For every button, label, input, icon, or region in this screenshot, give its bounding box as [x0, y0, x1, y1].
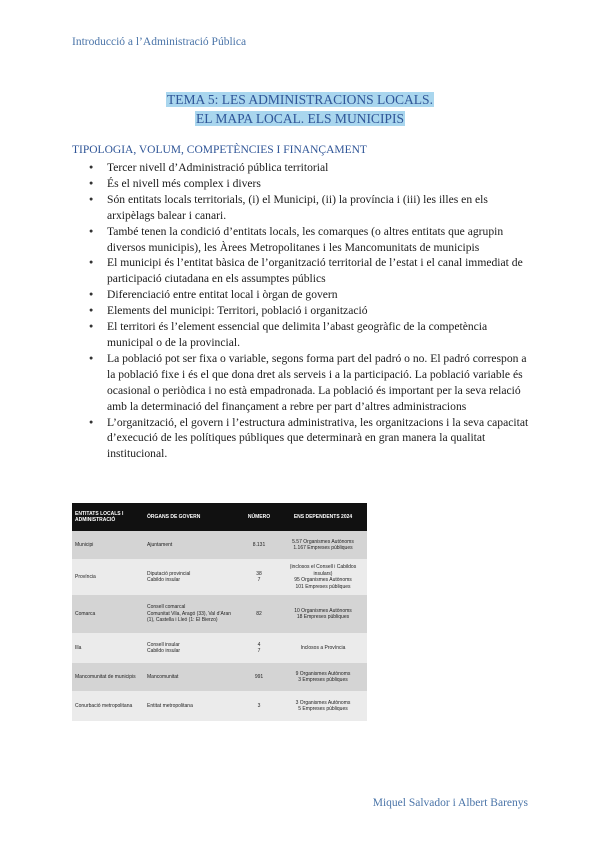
cell-organ: Consell insular Cabildo insular — [144, 633, 239, 663]
table-row — [72, 663, 367, 691]
cell-entity: Municipi — [72, 531, 144, 559]
cell-entity: Conurbació metropolitana — [72, 691, 144, 721]
table-row — [72, 691, 367, 721]
cell-organ: Consell comarcal Comunitat Vila, Aragó (33), Val d’Aran (1), Castella i Lleó (1: El Bierzo) — [144, 595, 239, 633]
table-row — [72, 559, 367, 595]
list-item: ● És el nivell més complex i divers — [72, 176, 532, 192]
cell-entity: Mancomunitat de municipis — [72, 663, 144, 691]
list-item: ● El municipi és l’entitat bàsica de l’organització territorial de l’estat i el canal immediat de participació ciutadana en els assumptes públics — [72, 255, 532, 287]
table-row — [72, 633, 367, 663]
list-item: ● La població pot ser fixa o variable, segons forma part del padró o no. El padró correspon a la població fixe i és el que dona dret als serveis i a la participació. La població variable és ocasional o periòdica i no està empadronada. La població és important per la seva relació amb la determinació del finançament a rebre per part d’altres administracions — [72, 351, 532, 415]
title-line-2: EL MAPA LOCAL. ELS MUNICIPIS — [196, 111, 404, 126]
cell-number: 3 — [239, 691, 279, 721]
column-header-organ: ÒRGANS DE GOVERN — [144, 503, 239, 531]
cell-entity: Illa — [72, 633, 144, 663]
page-header: Introducció a l’Administració Pública — [72, 36, 247, 48]
list-item: ● Tercer nivell d’Administració pública territorial — [72, 160, 532, 176]
cell-number: 4 7 — [239, 633, 279, 663]
section-heading: TIPOLOGIA, VOLUM, COMPETÈNCIES I FINANÇAMENT — [72, 144, 367, 156]
cell-dependents: Inclosos a Província — [279, 633, 367, 663]
bullet-list — [72, 160, 532, 462]
list-item: ● Elements del municipi: Territori, població i organització — [72, 303, 532, 319]
list-item: ● També tenen la condició d’entitats locals, les comarques (o altres entitats que agrupin diversos municipis), les Àrees Metropolitanes i les Mancomunitats de municipis — [72, 224, 532, 256]
cell-entity: Província — [72, 559, 144, 595]
cell-number: 38 7 — [239, 559, 279, 595]
list-item: ● L’organització, el govern i l’estructura administrativa, les organitzacions i la seva capacitat d’execució de les polítiques públiques que determinarà en gran manera la qualitat institucional. — [72, 415, 532, 463]
table-row — [72, 595, 367, 633]
list-item: ● Diferenciació entre entitat local i òrgan de govern — [72, 287, 532, 303]
cell-number: 8.131 — [239, 531, 279, 559]
column-header-number: NÚMERO — [239, 503, 279, 531]
cell-number: 991 — [239, 663, 279, 691]
document-title — [0, 90, 600, 128]
cell-dependents: 9 Organismes Autònoms 3 Empreses públiques — [279, 663, 367, 691]
table-header-row — [72, 503, 367, 531]
cell-organ: Diputació provincial Cabildo insular — [144, 559, 239, 595]
list-item: ● Són entitats locals territorials, (i) el Municipi, (ii) la província i (iii) les illes en els arxipèlags balear i canari. — [72, 192, 532, 224]
table-row — [72, 531, 367, 559]
list-item: ● El territori és l’element essencial que delimita l’abast geogràfic de la competència municipal o de la provincial. — [72, 319, 532, 351]
cell-organ: Entitat metropolitana — [144, 691, 239, 721]
title-line-1: TEMA 5: LES ADMINISTRACIONS LOCALS. — [167, 92, 433, 107]
page-footer: Miquel Salvador i Albert Barenys — [372, 797, 528, 809]
cell-dependents: 3 Organismes Autònoms 5 Empreses públiques — [279, 691, 367, 721]
local-entities-table — [72, 503, 367, 721]
column-header-dependents: ENS DEPENDENTS 2024 — [279, 503, 367, 531]
cell-organ: Ajuntament — [144, 531, 239, 559]
cell-dependents: 10 Organismes Autònoms 18 Empreses públiques — [279, 595, 367, 633]
cell-dependents: (inclosos el Consell i Cabildos insulars) 95 Organismes Autònoms 101 Empreses públiques — [279, 559, 367, 595]
cell-entity: Comarca — [72, 595, 144, 633]
cell-number: 82 — [239, 595, 279, 633]
column-header-entity: ENTITATS LOCALS I ADMINISTRACIÓ — [72, 503, 144, 531]
cell-organ: Mancomunitat — [144, 663, 239, 691]
cell-dependents: 5.57 Organismes Autònoms 1.167 Empreses públiques — [279, 531, 367, 559]
